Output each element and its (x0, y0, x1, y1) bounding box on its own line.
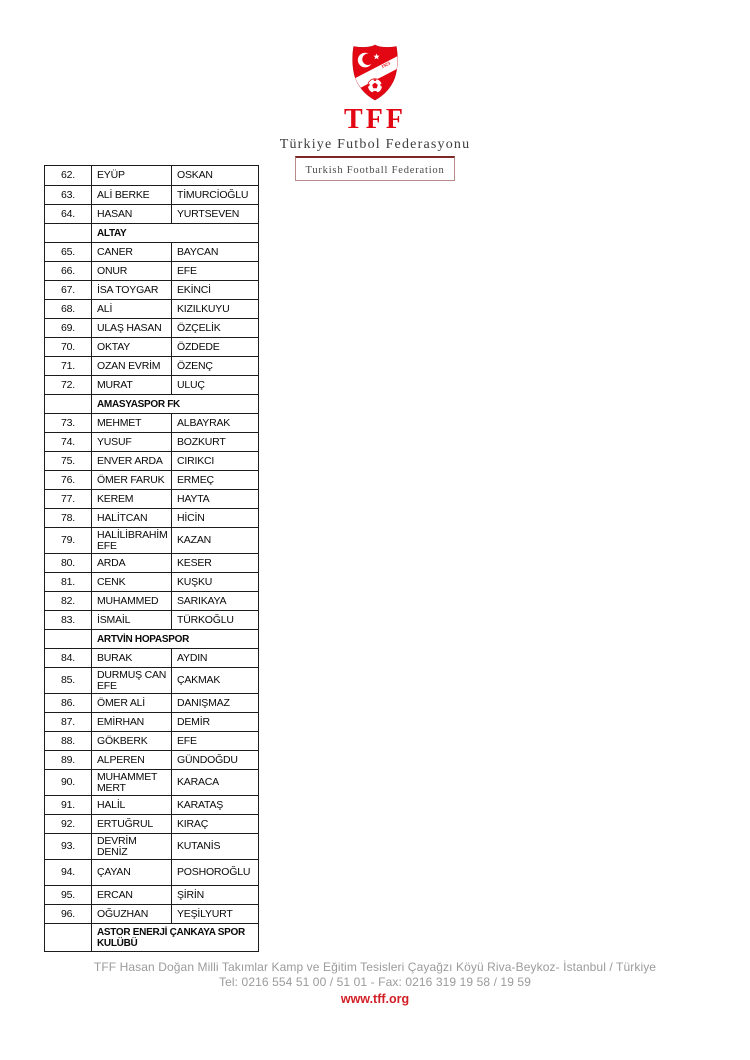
row-number-cell: 74. (45, 433, 92, 451)
player-first-name: KEREM (92, 490, 172, 508)
player-last-name: KESER (177, 556, 212, 569)
row-number-cell: 71. (45, 357, 92, 375)
player-first-name: DEVRİM DENİZ (92, 834, 172, 859)
club-name: ASTOR ENERJİ ÇANKAYA SPOR KULÜBÜ (97, 926, 245, 949)
row-number-cell (45, 630, 92, 648)
player-last-name: BAYCAN (177, 245, 219, 258)
player-row (45, 356, 258, 375)
player-last-name: YURTSEVEN (177, 207, 240, 220)
player-row (45, 885, 258, 904)
player-row (45, 572, 258, 591)
player-last-name: KUTANİS (177, 840, 221, 853)
org-name-english-box (295, 156, 454, 181)
player-first-name: ULAŞ HASAN (92, 319, 172, 337)
player-first-name: İSMAİL (92, 611, 172, 629)
player-row (45, 648, 258, 667)
player-first-name: OKTAY (92, 338, 172, 356)
tff-letterhead (0, 42, 750, 181)
player-first-name: OZAN EVRİM (92, 357, 172, 375)
player-first-name: ONUR (92, 262, 172, 280)
row-number-cell: 68. (45, 300, 92, 318)
player-first-name: İSA TOYGAR (92, 281, 172, 299)
player-first-name: HALİL (92, 796, 172, 814)
row-number-cell: 95. (45, 886, 92, 904)
player-last-name: BOZKURT (177, 435, 226, 448)
club-header-row (45, 223, 258, 242)
row-number-cell: 63. (45, 186, 92, 204)
player-row (45, 185, 258, 204)
footer-address: TFF Hasan Doğan Milli Takımlar Kamp ve Eğitim Tesisleri Çayağzı Köyü Riva-Beykoz- İstanbul / Türkiye (93, 960, 657, 974)
row-number-cell: 86. (45, 694, 92, 712)
player-row (45, 242, 258, 261)
player-last-name: OSKAN (177, 169, 213, 182)
player-last-name: KIRAÇ (177, 817, 209, 830)
row-number-cell (45, 395, 92, 413)
row-number-cell: 76. (45, 471, 92, 489)
club-header-row (45, 629, 258, 648)
player-last-name: ERMEÇ (177, 473, 214, 486)
player-last-name: SARIKAYA (177, 594, 227, 607)
player-first-name: ENVER ARDA (92, 452, 172, 470)
club-header-row (45, 394, 258, 413)
player-row (45, 527, 258, 553)
row-number-cell: 69. (45, 319, 92, 337)
player-row (45, 261, 258, 280)
club-name: AMASYASPOR FK (97, 398, 180, 410)
player-row (45, 795, 258, 814)
player-first-name: EMİRHAN (92, 713, 172, 731)
player-last-name: TÜRKOĞLU (177, 613, 234, 626)
row-number-cell: 82. (45, 592, 92, 610)
player-row (45, 731, 258, 750)
footer-phone-fax: Tel: 0216 554 51 00 / 51 01 - Fax: 0216 319 19 58 / 19 59 (219, 974, 531, 989)
row-number-cell (45, 224, 92, 242)
row-number-cell: 93. (45, 834, 92, 859)
player-first-name: ÇAYAN (92, 860, 172, 885)
player-first-name: MUHAMMET MERT (92, 770, 172, 795)
player-row (45, 375, 258, 394)
player-row (45, 667, 258, 693)
player-last-name: DEMİR (177, 715, 210, 728)
footer-website-link[interactable]: www.tff.org (340, 992, 410, 1006)
player-row (45, 318, 258, 337)
player-first-name: HALİLİBRAHİM EFE (92, 528, 172, 553)
page-footer (0, 960, 750, 1006)
player-row (45, 451, 258, 470)
player-first-name: HASAN (92, 205, 172, 223)
player-row (45, 814, 258, 833)
player-first-name: MURAT (92, 376, 172, 394)
player-first-name: ALİ BERKE (92, 186, 172, 204)
player-last-name: ÖZÇELİK (177, 321, 221, 334)
player-last-name: EFE (177, 264, 197, 277)
player-last-name: EFE (177, 734, 197, 747)
player-first-name: OĞUZHAN (92, 905, 172, 923)
player-last-name: KAZAN (177, 534, 212, 547)
org-name-english: Turkish Football Federation (305, 165, 445, 176)
row-number-cell: 85. (45, 668, 92, 693)
row-number-cell: 72. (45, 376, 92, 394)
row-number-cell: 80. (45, 554, 92, 572)
player-row (45, 833, 258, 859)
club-name: ALTAY (97, 227, 127, 239)
player-row (45, 508, 258, 527)
logo-year: 1923 (380, 61, 392, 71)
player-row (45, 610, 258, 629)
player-first-name: EYÜP (92, 166, 172, 185)
player-row (45, 280, 258, 299)
player-first-name: HALİTCAN (92, 509, 172, 527)
row-number-cell: 90. (45, 770, 92, 795)
player-first-name: MEHMET (92, 414, 172, 432)
club-name: ARTVİN HOPASPOR (97, 633, 189, 645)
player-last-name: GÜNDOĞDU (177, 753, 238, 766)
row-number-cell: 65. (45, 243, 92, 261)
club-header-row (45, 923, 258, 951)
player-row (45, 413, 258, 432)
row-number-cell: 67. (45, 281, 92, 299)
player-first-name: ALPEREN (92, 751, 172, 769)
player-row (45, 904, 258, 923)
player-last-name: ALBAYRAK (177, 416, 231, 429)
player-last-name: YEŞİLYURT (177, 907, 233, 920)
player-first-name: GÖKBERK (92, 732, 172, 750)
player-last-name: POSHOROĞLU (177, 866, 251, 879)
player-row (45, 693, 258, 712)
row-number-cell: 70. (45, 338, 92, 356)
player-first-name: ERCAN (92, 886, 172, 904)
player-last-name: HİCİN (177, 511, 205, 524)
row-number-cell: 91. (45, 796, 92, 814)
row-number-cell: 92. (45, 815, 92, 833)
player-row (45, 553, 258, 572)
row-number-cell: 73. (45, 414, 92, 432)
player-last-name: KIZILKUYU (177, 302, 230, 315)
player-last-name: EKİNCİ (177, 283, 211, 296)
player-row (45, 166, 258, 185)
row-number-cell: 77. (45, 490, 92, 508)
row-number-cell: 87. (45, 713, 92, 731)
player-last-name: HAYTA (177, 492, 210, 505)
row-number-cell: 66. (45, 262, 92, 280)
row-number-cell: 84. (45, 649, 92, 667)
player-row (45, 750, 258, 769)
player-last-name: ÖZDEDE (177, 340, 220, 353)
player-first-name: ALİ (92, 300, 172, 318)
player-first-name: YUSUF (92, 433, 172, 451)
player-first-name: BURAK (92, 649, 172, 667)
player-last-name: KARATAŞ (177, 798, 224, 811)
row-number-cell: 64. (45, 205, 92, 223)
player-first-name: CANER (92, 243, 172, 261)
player-first-name: ÖMER ALİ (92, 694, 172, 712)
row-number-cell: 96. (45, 905, 92, 923)
player-row (45, 337, 258, 356)
player-row (45, 712, 258, 731)
player-last-name: ÖZENÇ (177, 359, 213, 372)
player-last-name: ÇAKMAK (177, 674, 221, 687)
player-first-name: MUHAMMED (92, 592, 172, 610)
player-row (45, 769, 258, 795)
org-name-turkish: Türkiye Futbol Federasyonu (279, 137, 471, 152)
player-row (45, 299, 258, 318)
player-last-name: CIRIKCI (177, 454, 215, 467)
player-first-name: ÖMER FARUK (92, 471, 172, 489)
player-last-name: ŞİRİN (177, 888, 205, 901)
player-row (45, 432, 258, 451)
player-first-name: ARDA (92, 554, 172, 572)
player-last-name: AYDIN (177, 651, 208, 664)
player-row (45, 204, 258, 223)
player-row (45, 470, 258, 489)
player-last-name: KARACA (177, 776, 219, 789)
player-row (45, 859, 258, 885)
player-last-name: DANIŞMAZ (177, 696, 230, 709)
row-number-cell: 89. (45, 751, 92, 769)
row-number-cell: 88. (45, 732, 92, 750)
row-number-cell: 62. (45, 166, 92, 185)
row-number-cell: 78. (45, 509, 92, 527)
row-number-cell: 75. (45, 452, 92, 470)
player-row (45, 489, 258, 508)
player-first-name: ERTUĞRUL (92, 815, 172, 833)
player-last-name: KUŞKU (177, 575, 213, 588)
player-roster-table (44, 165, 259, 952)
player-last-name: ULUÇ (177, 378, 205, 391)
row-number-cell: 83. (45, 611, 92, 629)
player-first-name: DURMUŞ CAN EFE (92, 668, 172, 693)
player-last-name: TİMURCİOĞLU (177, 188, 249, 201)
tff-shield-logo (349, 42, 401, 102)
row-number-cell (45, 924, 92, 951)
player-row (45, 591, 258, 610)
row-number-cell: 81. (45, 573, 92, 591)
player-first-name: CENK (92, 573, 172, 591)
row-number-cell: 94. (45, 860, 92, 885)
row-number-cell: 79. (45, 528, 92, 553)
tff-acronym: TFF (344, 104, 406, 135)
